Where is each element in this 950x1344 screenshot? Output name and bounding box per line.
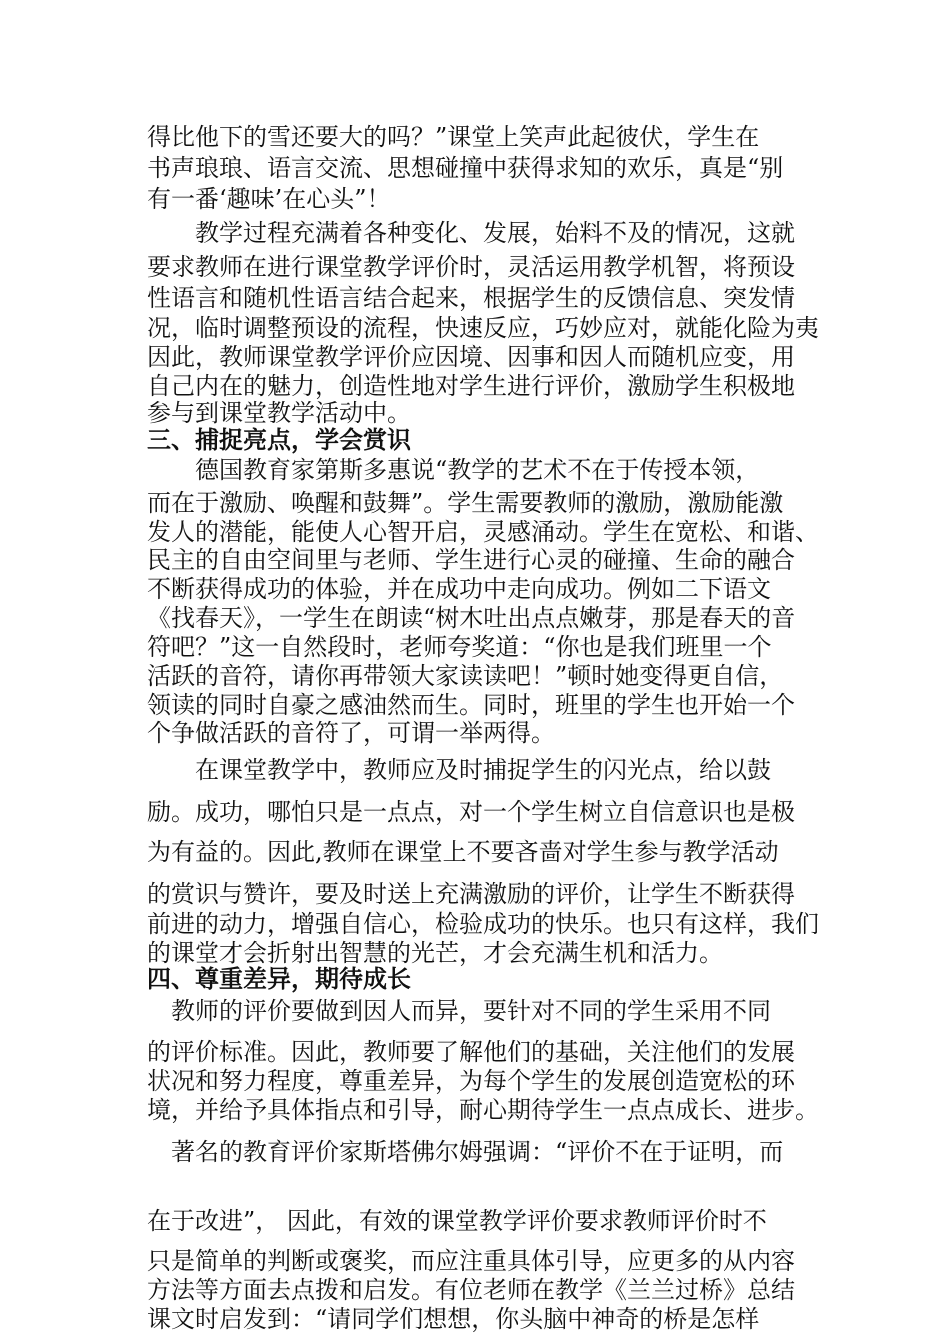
paragraph-line: 的赏识与赞许，要及时送上充满激励的评价，让学生不断获得 xyxy=(147,880,795,908)
paragraph-line: 状况和努力程度，尊重差异，为每个学生的发展创造宽松的环 xyxy=(147,1067,795,1095)
paragraph-line: 书声琅琅、语言交流、思想碰撞中获得求知的欢乐，真是“别 xyxy=(147,154,784,182)
paragraph-line: 而在于激励、唤醒和鼓舞”。学生需要教师的激励，激励能激 xyxy=(147,489,784,517)
paragraph-line: 为有益的。因此,教师在课堂上不要吝啬对学生参与教学活动 xyxy=(147,838,779,866)
paragraph-line: 发人的潜能，能使人心智开启，灵感涌动。学生在宽松、和谐、 xyxy=(147,518,819,546)
paragraph-line: 符吧？”这一自然段时，老师夸奖道：“你也是我们班里一个 xyxy=(147,633,772,661)
paragraph-line: 得比他下的雪还要大的吗？”课堂上笑声此起彼伏，学生在 xyxy=(147,123,760,151)
paragraph-line: 方法等方面去点拨和启发。有位老师在教学《兰兰过桥》总结 xyxy=(147,1276,795,1304)
paragraph-line: 在于改进”， 因此，有效的课堂教学评价要求教师评价时不 xyxy=(147,1207,767,1235)
paragraph-line: 励。成功，哪怕只是一点点，对一个学生树立自信意识也是极 xyxy=(147,798,795,826)
paragraph-line: 性语言和随机性语言结合起来，根据学生的反馈信息、突发情 xyxy=(147,284,795,312)
paragraph-line: 领读的同时自豪之感油然而生。同时，班里的学生也开始一个 xyxy=(147,691,795,719)
paragraph-line: 教师的评价要做到因人而异，要针对不同的学生采用不同 xyxy=(147,997,771,1025)
paragraph-line: 课文时启发到：“请同学们想想，你头脑中神奇的桥是怎样 xyxy=(147,1305,760,1333)
paragraph-line: 只是简单的判断或褒奖，而应注重具体引导，应更多的从内容 xyxy=(147,1247,795,1275)
paragraph-line: 个争做活跃的音符了，可谓一举两得。 xyxy=(147,719,555,747)
paragraph-line: 因此，教师课堂教学评价应因境、因事和因人而随机应变，用 xyxy=(147,343,795,371)
paragraph-line: 的课堂才会折射出智慧的光芒，才会充满生机和活力。 xyxy=(147,939,723,967)
paragraph-line: 不断获得成功的体验，并在成功中走向成功。例如二下语文 xyxy=(147,575,771,603)
paragraph-line: 德国教育家第斯多惠说“教学的艺术不在于传授本领， xyxy=(147,456,760,484)
paragraph-line: 自己内在的魅力，创造性地对学生进行评价，激励学生积极地 xyxy=(147,372,795,400)
section-heading: 四、尊重差异，期待成长 xyxy=(147,965,411,993)
section-heading: 三、捕捉亮点，学会赏识 xyxy=(147,426,411,454)
paragraph-line: 民主的自由空间里与老师、学生进行心灵的碰撞、生命的融合 xyxy=(147,546,795,574)
paragraph-line: 教学过程充满着各种变化、发展，始料不及的情况，这就 xyxy=(147,219,795,247)
paragraph-line: 要求教师在进行课堂教学评价时，灵活运用教学机智，将预设 xyxy=(147,253,795,281)
paragraph-line: 前进的动力，增强自信心，检验成功的快乐。也只有这样，我们 xyxy=(147,910,819,938)
paragraph-line: 《找春天》，一学生在朗读“树木吐出点点嫩芽，那是春天的音 xyxy=(147,604,796,632)
paragraph-line: 有一番‘趣味’在心头”！ xyxy=(147,185,391,213)
paragraph-line: 的评价标准。因此，教师要了解他们的基础，关注他们的发展 xyxy=(147,1038,795,1066)
paragraph-line: 著名的教育评价家斯塔佛尔姆强调：“评价不在于证明，而 xyxy=(147,1138,784,1166)
paragraph-line: 参与到课堂教学活动中。 xyxy=(147,399,411,427)
paragraph-line: 境，并给予具体指点和引导，耐心期待学生一点点成长、进步。 xyxy=(147,1096,819,1124)
paragraph-line: 况，临时调整预设的流程，快速反应，巧妙应对，就能化险为夷 xyxy=(147,314,819,342)
paragraph-line: 在课堂教学中，教师应及时捕捉学生的闪光点，给以鼓 xyxy=(147,756,771,784)
paragraph-line: 活跃的音符，请你再带领大家读读吧！”顿时她变得更自信， xyxy=(147,662,784,690)
